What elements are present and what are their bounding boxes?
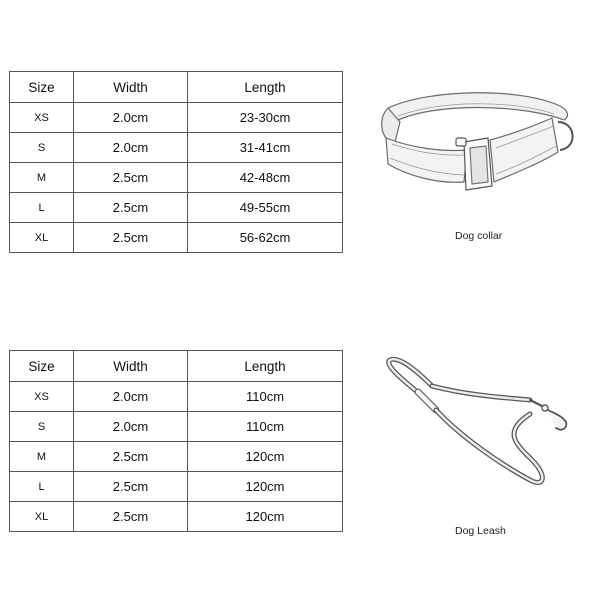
- width-cell: 2.0cm: [74, 103, 188, 133]
- length-cell: 23-30cm: [188, 103, 343, 133]
- length-cell: 110cm: [188, 382, 343, 412]
- width-cell: 2.0cm: [74, 382, 188, 412]
- width-cell: 2.5cm: [74, 472, 188, 502]
- length-cell: 49-55cm: [188, 193, 343, 223]
- table-row: [10, 133, 343, 163]
- size-cell: M: [10, 163, 74, 193]
- length-cell: 120cm: [188, 502, 343, 532]
- size-cell: L: [10, 472, 74, 502]
- table-row: [10, 412, 343, 442]
- column-header-size: Size: [10, 351, 74, 382]
- column-header-size: Size: [10, 72, 74, 103]
- length-cell: 42-48cm: [188, 163, 343, 193]
- table-header-row: [10, 351, 343, 382]
- table-header-row: [10, 72, 343, 103]
- column-header-width: Width: [74, 72, 188, 103]
- table-row: [10, 382, 343, 412]
- size-cell: S: [10, 133, 74, 163]
- table-row: [10, 472, 343, 502]
- width-cell: 2.5cm: [74, 163, 188, 193]
- leash-size-table: [9, 350, 343, 532]
- length-cell: 110cm: [188, 412, 343, 442]
- width-cell: 2.0cm: [74, 133, 188, 163]
- length-cell: 120cm: [188, 442, 343, 472]
- size-cell: S: [10, 412, 74, 442]
- size-cell: XL: [10, 502, 74, 532]
- table-row: [10, 502, 343, 532]
- width-cell: 2.0cm: [74, 412, 188, 442]
- dog-collar-illustration: [372, 86, 582, 196]
- size-cell: M: [10, 442, 74, 472]
- width-cell: 2.5cm: [74, 442, 188, 472]
- table-row: [10, 193, 343, 223]
- width-cell: 2.5cm: [74, 193, 188, 223]
- column-header-length: Length: [188, 351, 343, 382]
- length-cell: 120cm: [188, 472, 343, 502]
- size-cell: L: [10, 193, 74, 223]
- length-cell: 56-62cm: [188, 223, 343, 253]
- table-row: [10, 223, 343, 253]
- width-cell: 2.5cm: [74, 223, 188, 253]
- length-cell: 31-41cm: [188, 133, 343, 163]
- size-cell: XS: [10, 103, 74, 133]
- dog-leash-illustration: [380, 356, 580, 496]
- table-row: [10, 163, 343, 193]
- table-row: [10, 442, 343, 472]
- column-header-length: Length: [188, 72, 343, 103]
- dog-collar-caption: Dog collar: [455, 230, 503, 242]
- collar-size-table: [9, 71, 343, 253]
- size-cell: XL: [10, 223, 74, 253]
- width-cell: 2.5cm: [74, 502, 188, 532]
- column-header-width: Width: [74, 351, 188, 382]
- table-row: [10, 103, 343, 133]
- dog-leash-caption: Dog Leash: [455, 525, 506, 537]
- size-cell: XS: [10, 382, 74, 412]
